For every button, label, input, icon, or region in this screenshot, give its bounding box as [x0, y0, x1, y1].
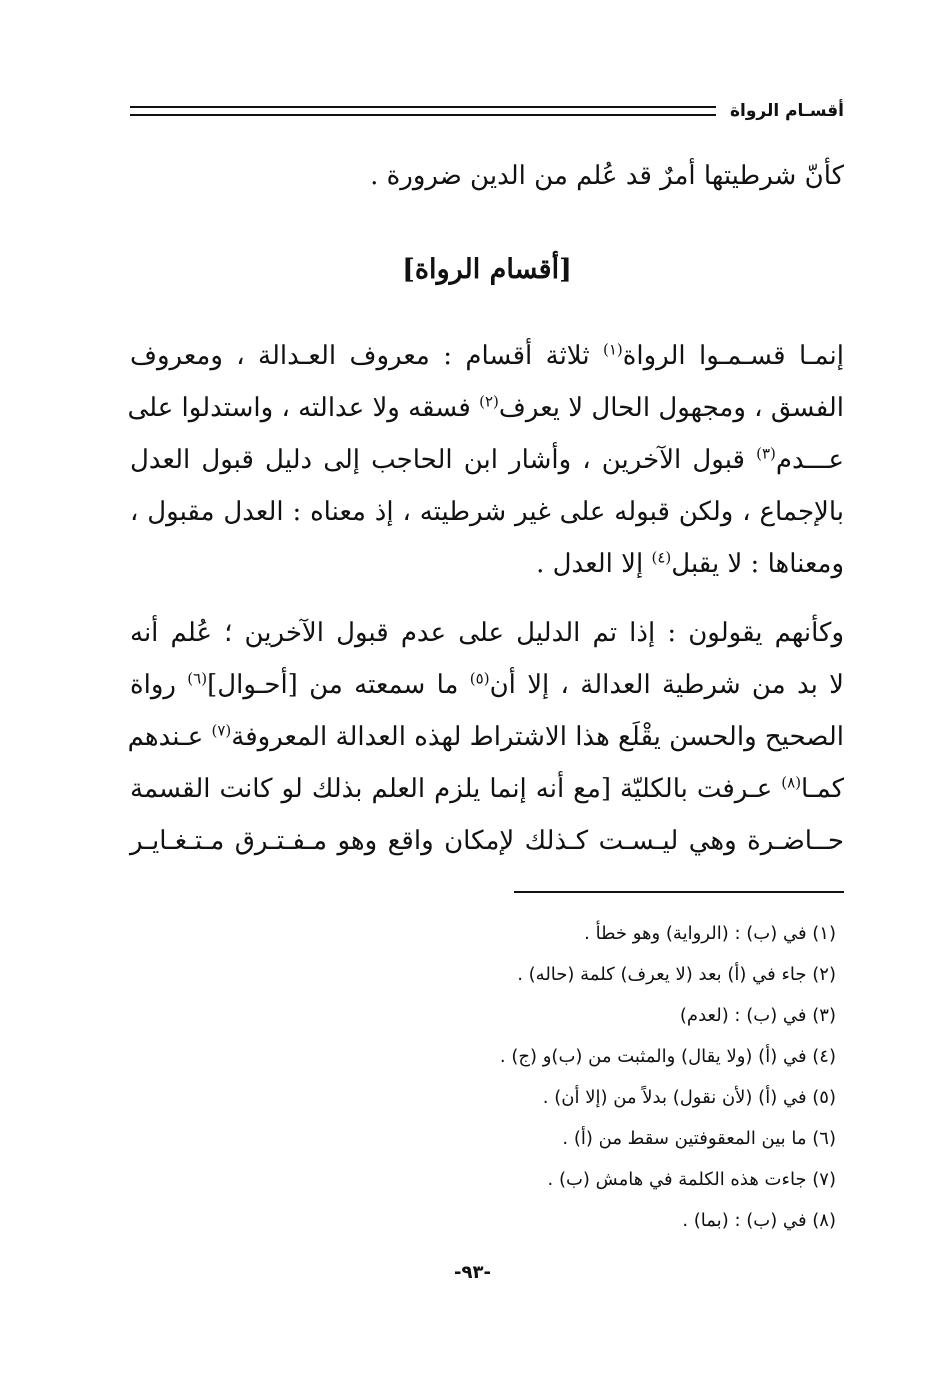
- text-line: لا بد من شرطية العدالة ، إلا أن$^{(٥)}$ ما سمعته من [أحـوال]$^{(٦)}$ رواة: [130, 669, 844, 700]
- text-line: كأنّ شرطيتها أمرٌ قد عُلم من الدين ضرورة .: [370, 161, 844, 191]
- footnote-item: (٦) ما بين المعقوفتين سقط من (أ) .: [562, 1128, 836, 1149]
- intro-paragraph: [130, 150, 844, 202]
- text-line: كمـا$^{(٨)}$ عـرفت بالكليّة [مع أنه إنما يلزم العلم بذلك لو كانت القسمة: [130, 773, 844, 804]
- running-header: [130, 96, 844, 126]
- footnote-item: (٢) جاء في (أ) بعد (لا يعرف) كلمة (حاله) .: [517, 964, 836, 985]
- footnote-item: (٧) جاءت هذه الكلمة في هامش (ب) .: [547, 1169, 836, 1190]
- footnote-marker: (٣): [756, 444, 776, 463]
- footnote-marker: (٨): [781, 773, 802, 792]
- header-double-rule: [130, 106, 716, 116]
- text-line: ومعناها : لا يقبل$^{(٤)}$ إلا العدل .: [536, 548, 844, 579]
- footnote-item: (١) في (ب) : (الرواية) وهو خطأ .: [584, 923, 836, 944]
- paragraph-narrators-divisions: [127, 330, 844, 590]
- text-line: إنمـا قسـمـوا الرواة$^{(١)}$ ثلاثة أقسام : معروف العـدالة ، ومعروف: [130, 340, 844, 371]
- text-line: الصحيح والحسن يقْلَع هذا الاشتراط لهذه العدالة المعروفة$^{(٧)}$ عـندهم: [127, 721, 844, 752]
- footnote-marker: (٢): [479, 392, 499, 411]
- text-line: وكأنهم يقولون : إذا تم الدليل على عدم قبول الآخرين ؛ عُلم أنه: [130, 618, 844, 648]
- running-header-title: أقسـام الرواة: [729, 101, 844, 121]
- footnote-marker: (٥): [469, 669, 490, 688]
- paragraph-condition-of-justice: [127, 607, 844, 867]
- text-line: الفسق ، ومجهول الحال لا يعرف$^{(٢)}$ فسقه ولا عدالته ، واستدلوا على: [127, 392, 844, 423]
- footnote-item: (٨) في (ب) : (بما) .: [682, 1210, 836, 1231]
- footnote-item: (٣) في (ب) : (لعدم): [679, 1005, 836, 1026]
- page-number: -٩٣-: [454, 1262, 491, 1283]
- footnote-item: (٤) في (أ) (ولا يقال) والمثبت من (ب)و (ج) .: [499, 1046, 836, 1067]
- text-line: حــاضـرة وهي ليـسـت كـذلك لإمكان واقع وهو مـفـتـرق مـتـغـايـر: [130, 826, 844, 856]
- footnote-separator-rule: [514, 891, 844, 893]
- section-heading: [أقسام الرواة]: [402, 254, 572, 285]
- footnote-marker: (٤): [651, 548, 672, 567]
- footnote-marker: (٦): [187, 669, 208, 688]
- text-line: عـــدم$^{(٣)}$ قبول الآخرين ، وأشار ابن الحاجب إلى دليل قبول العدل: [130, 444, 844, 475]
- footnote-marker: (١): [602, 340, 623, 359]
- footnotes-list: [130, 913, 836, 1241]
- text-line: بالإجماع ، ولكن قبوله على غير شرطيته ، إذ معناه : العدل مقبول ،: [130, 497, 844, 527]
- footnote-item: (٥) في (أ) (لأن نقول) بدلاً من (إلا أن) .: [542, 1087, 836, 1108]
- footnote-marker: (٧): [211, 721, 232, 740]
